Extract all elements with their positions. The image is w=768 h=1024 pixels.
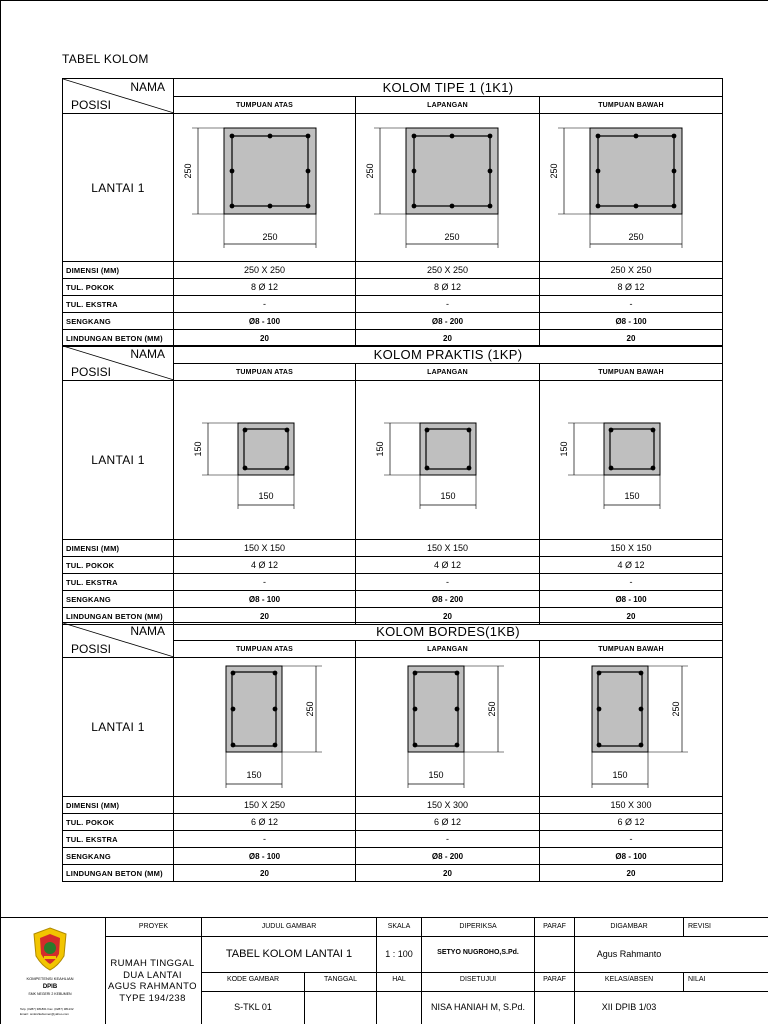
disetujui-value: NISA HANIAH M, S.Pd. — [430, 1002, 526, 1012]
value-dimensi: 150 X 300 — [356, 797, 540, 814]
value-tul_pokok: 6 Ø 12 — [356, 814, 540, 831]
section-drawing-cell — [540, 381, 723, 540]
col-head: TUMPUAN ATAS — [174, 364, 356, 381]
logo-contact-2: Email : smkn2kebumen@yahoo.com — [20, 1012, 69, 1016]
proyek-line-3: AGUS RAHMANTO — [108, 981, 197, 992]
value-tul_pokok: 6 Ø 12 — [174, 814, 356, 831]
value-tul_pokok: 6 Ø 12 — [540, 814, 723, 831]
rebar — [231, 707, 236, 712]
rebar — [273, 707, 278, 712]
value-tul_pokok: 8 Ø 12 — [356, 279, 540, 296]
kelas-label: KELAS/ABSEN — [604, 976, 654, 983]
value-tul_ekstra: - — [540, 296, 723, 313]
section-drawing-cell — [174, 114, 356, 262]
value-tul_pokok: 8 Ø 12 — [174, 279, 356, 296]
row-label-tul_ekstra: TUL. EKSTRA — [63, 296, 174, 313]
rebar — [455, 707, 460, 712]
col-head: LAPANGAN — [356, 364, 540, 381]
width-dimension-label: 250 — [262, 232, 278, 242]
value-tul_ekstra: - — [356, 296, 540, 313]
rebar — [672, 134, 677, 139]
height-dimension-label: 250 — [671, 701, 681, 717]
value-tul_pokok: 4 Ø 12 — [174, 557, 356, 574]
width-dimension-label: 250 — [628, 232, 644, 242]
value-dimensi: 150 X 150 — [540, 540, 723, 557]
lantai-label: LANTAI 1 — [63, 658, 174, 797]
value-sengkang: Ø8 - 200 — [356, 848, 540, 865]
width-dimension-label: 150 — [612, 770, 628, 780]
column-section-drawing — [540, 114, 722, 261]
rebar — [450, 134, 455, 139]
rebar — [597, 707, 602, 712]
rebar — [651, 428, 656, 433]
value-tul_ekstra: - — [356, 831, 540, 848]
rebar — [268, 134, 273, 139]
value-lindungan: 20 — [540, 330, 723, 347]
value-dimensi: 150 X 150 — [356, 540, 540, 557]
logo-caption-2: DPIB — [42, 984, 58, 990]
value-dimensi: 150 X 150 — [174, 540, 356, 557]
column-section-drawing — [540, 381, 722, 539]
row-label-sengkang: SENGKANG — [63, 313, 174, 330]
value-tul_pokok: 4 Ø 12 — [540, 557, 723, 574]
rebar — [273, 743, 278, 748]
rebar — [672, 204, 677, 209]
rebar — [273, 671, 278, 676]
value-tul_ekstra: - — [540, 574, 723, 591]
disetujui-label: DISETUJUI — [459, 976, 497, 983]
rebar — [596, 204, 601, 209]
value-lindungan: 20 — [540, 865, 723, 882]
kode-label: KODE GAMBAR — [226, 976, 280, 983]
value-lindungan: 20 — [174, 608, 356, 625]
section-drawing-cell — [174, 381, 356, 540]
width-dimension-label: 150 — [624, 491, 640, 501]
paraf2-label: PARAF — [543, 976, 566, 983]
judul-gambar: TABEL KOLOM LANTAI 1 — [225, 948, 353, 960]
height-dimension-label: 150 — [193, 441, 203, 457]
diperiksa-value: SETYO NUGROHO,S.Pd. — [437, 949, 519, 956]
rebar — [467, 428, 472, 433]
corner-cell — [63, 79, 174, 114]
rebar — [231, 743, 236, 748]
rebar — [413, 671, 418, 676]
rebar — [639, 671, 644, 676]
value-lindungan: 20 — [174, 330, 356, 347]
rebar — [455, 743, 460, 748]
value-dimensi: 150 X 300 — [540, 797, 723, 814]
rebar — [672, 169, 677, 174]
value-dimensi: 250 X 250 — [174, 262, 356, 279]
row-label-sengkang: SENGKANG — [63, 591, 174, 608]
rebar — [230, 204, 235, 209]
value-sengkang: Ø8 - 100 — [174, 313, 356, 330]
logo-caption-3: SMK NEGERI 2 KEBUMEN — [28, 992, 72, 996]
section-drawing-cell — [540, 114, 723, 262]
row-label-tul_pokok: TUL. POKOK — [63, 279, 174, 296]
rebar — [488, 204, 493, 209]
width-dimension-label: 150 — [246, 770, 262, 780]
hal-label: HAL — [392, 976, 406, 983]
value-sengkang: Ø8 - 200 — [356, 591, 540, 608]
value-lindungan: 20 — [540, 608, 723, 625]
rebar — [243, 466, 248, 471]
rebar — [306, 134, 311, 139]
rebar — [634, 204, 639, 209]
diperiksa-label: DIPERIKSA — [459, 923, 497, 930]
rebar — [413, 707, 418, 712]
corner-nama: NAMA — [130, 347, 165, 361]
section-title: KOLOM TIPE 1 (1K1) — [174, 79, 723, 97]
digambar-value: Agus Rahmanto — [596, 949, 662, 959]
value-tul_pokok: 8 Ø 12 — [540, 279, 723, 296]
corner-posisi: POSISI — [71, 642, 112, 656]
height-dimension-label: 150 — [559, 441, 569, 457]
row-label-tul_ekstra: TUL. EKSTRA — [63, 831, 174, 848]
row-label-lindungan: LINDUNGAN BETON (MM) — [63, 330, 174, 347]
value-tul_ekstra: - — [174, 574, 356, 591]
proyek-line-1: RUMAH TINGGAL — [110, 958, 195, 969]
width-dimension-label: 150 — [428, 770, 444, 780]
nilai-label: NILAI — [688, 976, 706, 983]
rebar — [412, 204, 417, 209]
row-label-dimensi: DIMENSI (MM) — [63, 262, 174, 279]
column-section-drawing — [174, 658, 356, 796]
value-tul_ekstra: - — [540, 831, 723, 848]
rebar — [596, 134, 601, 139]
column-section-drawing — [356, 381, 538, 539]
paraf-label: PARAF — [543, 923, 566, 930]
title-block — [0, 917, 768, 1024]
column-section-drawing — [174, 114, 356, 261]
section-title: KOLOM PRAKTIS (1KP) — [174, 346, 723, 364]
value-tul_ekstra: - — [174, 831, 356, 848]
value-lindungan: 20 — [356, 865, 540, 882]
rebar — [425, 428, 430, 433]
corner-nama: NAMA — [130, 624, 165, 638]
rebar — [455, 671, 460, 676]
lantai-label: LANTAI 1 — [63, 114, 174, 262]
rebar — [467, 466, 472, 471]
section-drawing-cell — [174, 658, 356, 797]
width-dimension-label: 150 — [258, 491, 274, 501]
row-label-lindungan: LINDUNGAN BETON (MM) — [63, 608, 174, 625]
kolom-table-2 — [62, 345, 723, 625]
corner-cell — [63, 346, 174, 381]
proyek-line-2: DUA LANTAI — [123, 970, 182, 981]
row-label-tul_pokok: TUL. POKOK — [63, 814, 174, 831]
rebar — [412, 169, 417, 174]
judul-label: JUDUL GAMBAR — [261, 923, 317, 930]
revisi-label: REVISI — [688, 923, 711, 930]
rebar — [412, 134, 417, 139]
rebar — [597, 671, 602, 676]
rebar — [639, 707, 644, 712]
lantai-label: LANTAI 1 — [63, 381, 174, 540]
rebar — [634, 134, 639, 139]
section-drawing-cell — [356, 381, 540, 540]
col-head: TUMPUAN ATAS — [174, 641, 356, 658]
digambar-label: DIGAMBAR — [610, 923, 648, 930]
rebar — [488, 169, 493, 174]
rebar — [306, 204, 311, 209]
section-title: KOLOM BORDES(1KB) — [174, 623, 723, 641]
column-section-drawing — [540, 658, 722, 796]
column-section-drawing — [356, 114, 538, 261]
rebar — [488, 134, 493, 139]
kolom-table-1 — [62, 78, 723, 347]
col-head: LAPANGAN — [356, 97, 540, 114]
section-drawing-cell — [540, 658, 723, 797]
height-dimension-label: 250 — [549, 163, 559, 179]
rebar — [609, 466, 614, 471]
rebar — [450, 204, 455, 209]
row-label-tul_pokok: TUL. POKOK — [63, 557, 174, 574]
col-head: TUMPUAN BAWAH — [540, 641, 723, 658]
value-lindungan: 20 — [174, 865, 356, 882]
corner-cell — [63, 623, 174, 658]
value-tul_ekstra: - — [356, 574, 540, 591]
width-dimension-label: 250 — [444, 232, 460, 242]
rebar — [651, 466, 656, 471]
value-sengkang: Ø8 - 100 — [540, 848, 723, 865]
height-dimension-label: 250 — [183, 163, 193, 179]
rebar — [285, 428, 290, 433]
value-tul_ekstra: - — [174, 296, 356, 313]
value-tul_pokok: 4 Ø 12 — [356, 557, 540, 574]
tanggal-label: TANGGAL — [324, 976, 357, 983]
rebar — [413, 743, 418, 748]
rebar — [306, 169, 311, 174]
rebar — [596, 169, 601, 174]
rebar — [231, 671, 236, 676]
corner-nama: NAMA — [130, 80, 165, 94]
school-logo — [30, 926, 70, 972]
section-drawing-cell — [356, 114, 540, 262]
col-head: TUMPUAN ATAS — [174, 97, 356, 114]
corner-posisi: POSISI — [71, 365, 112, 379]
rebar — [639, 743, 644, 748]
rebar — [425, 466, 430, 471]
height-dimension-label: 250 — [487, 701, 497, 717]
col-head: TUMPUAN BAWAH — [540, 97, 723, 114]
value-sengkang: Ø8 - 100 — [540, 591, 723, 608]
row-label-dimensi: DIMENSI (MM) — [63, 540, 174, 557]
col-head: TUMPUAN BAWAH — [540, 364, 723, 381]
skala-value: 1 : 100 — [385, 949, 413, 959]
proyek-label: PROYEK — [138, 923, 169, 930]
rebar — [597, 743, 602, 748]
section-drawing-cell — [356, 658, 540, 797]
concrete-section — [406, 128, 498, 214]
width-dimension-label: 150 — [440, 491, 456, 501]
kode-value: S-TKL 01 — [234, 1002, 272, 1012]
value-lindungan: 20 — [356, 608, 540, 625]
height-dimension-label: 250 — [365, 163, 375, 179]
row-label-sengkang: SENGKANG — [63, 848, 174, 865]
row-label-dimensi: DIMENSI (MM) — [63, 797, 174, 814]
row-label-lindungan: LINDUNGAN BETON (MM) — [63, 865, 174, 882]
concrete-section — [590, 128, 682, 214]
rebar — [243, 428, 248, 433]
value-dimensi: 250 X 250 — [356, 262, 540, 279]
value-dimensi: 250 X 250 — [540, 262, 723, 279]
value-sengkang: Ø8 - 100 — [174, 591, 356, 608]
rebar — [609, 428, 614, 433]
col-head: LAPANGAN — [356, 641, 540, 658]
value-lindungan: 20 — [356, 330, 540, 347]
page-title: TABEL KOLOM — [62, 52, 149, 66]
kelas-value: XII DPIB 1/03 — [601, 1002, 657, 1012]
corner-posisi: POSISI — [71, 98, 112, 112]
height-dimension-label: 250 — [305, 701, 315, 717]
concrete-section — [224, 128, 316, 214]
rebar — [285, 466, 290, 471]
logo-caption-1: KOMPETENSI KEAHLIAN — [26, 976, 74, 981]
logo-contact-1: Telp. (0287) 381861 Fax. (0287) 381132 — [20, 1007, 74, 1011]
value-sengkang: Ø8 - 200 — [356, 313, 540, 330]
rebar — [268, 204, 273, 209]
column-section-drawing — [174, 381, 356, 539]
row-label-tul_ekstra: TUL. EKSTRA — [63, 574, 174, 591]
value-dimensi: 150 X 250 — [174, 797, 356, 814]
skala-label: SKALA — [387, 923, 411, 930]
rebar — [230, 134, 235, 139]
height-dimension-label: 150 — [375, 441, 385, 457]
proyek-line-4: TYPE 194/238 — [119, 993, 186, 1004]
value-sengkang: Ø8 - 100 — [174, 848, 356, 865]
value-sengkang: Ø8 - 100 — [540, 313, 723, 330]
rebar — [230, 169, 235, 174]
kolom-table-3 — [62, 622, 723, 882]
column-section-drawing — [356, 658, 538, 796]
